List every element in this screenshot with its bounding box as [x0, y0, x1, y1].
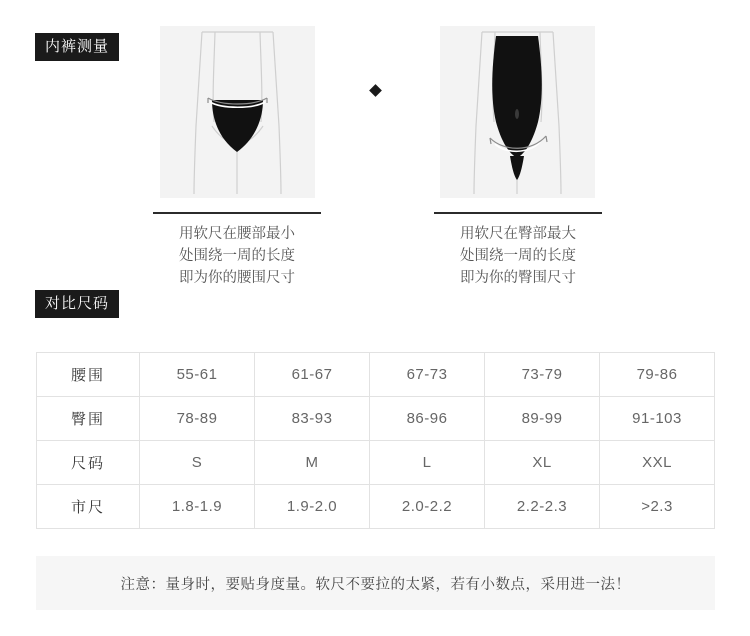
caption-line: 处围绕一周的长度: [460, 248, 576, 264]
row-header: 尺码: [37, 441, 140, 485]
table-row: [37, 397, 715, 441]
table-cell: 83-93: [255, 397, 370, 441]
measurement-note: 注意：量身时，要贴身度量。软尺不要拉的太紧，若有小数点，采用进一法！: [36, 556, 715, 610]
table-cell: 86-96: [370, 397, 485, 441]
table-cell: 79-86: [600, 353, 715, 397]
table-cell: 55-61: [140, 353, 255, 397]
table-row: [37, 353, 715, 397]
waist-measure-caption: [152, 212, 322, 292]
caption-line: 用软尺在腰部最小: [179, 226, 295, 242]
section-tag-underwear-measure: 内裤测量: [35, 33, 119, 61]
table-cell: 1.9-2.0: [255, 485, 370, 529]
table-cell: >2.3: [600, 485, 715, 529]
table-cell: M: [255, 441, 370, 485]
hip-measure-illustration: [440, 26, 595, 198]
caption-line: 用软尺在臀部最大: [460, 226, 576, 242]
size-table: [36, 352, 715, 529]
table-cell: 78-89: [140, 397, 255, 441]
table-cell: 91-103: [600, 397, 715, 441]
table-cell: 2.2-2.3: [485, 485, 600, 529]
table-cell: 61-67: [255, 353, 370, 397]
table-cell: 73-79: [485, 353, 600, 397]
table-cell: L: [370, 441, 485, 485]
caption-line: 即为你的腰围尺寸: [179, 270, 295, 286]
illustration-row: [160, 26, 595, 206]
row-header: 市尺: [37, 485, 140, 529]
table-cell: XL: [485, 441, 600, 485]
caption-rule: [434, 212, 602, 214]
caption-rule: [153, 212, 321, 214]
table-row: [37, 485, 715, 529]
table-cell: 89-99: [485, 397, 600, 441]
table-cell: S: [140, 441, 255, 485]
caption-line: 处围绕一周的长度: [179, 248, 295, 264]
caption-row: [160, 212, 595, 292]
row-header: 腰围: [37, 353, 140, 397]
table-cell: 2.0-2.2: [370, 485, 485, 529]
table-cell: XXL: [600, 441, 715, 485]
section-tag-size-compare: 对比尺码: [35, 290, 119, 318]
table-cell: 67-73: [370, 353, 485, 397]
size-table-wrapper: [36, 352, 715, 529]
table-cell: 1.8-1.9: [140, 485, 255, 529]
row-header: 臀围: [37, 397, 140, 441]
caption-line: 即为你的臀围尺寸: [460, 270, 576, 286]
table-row: [37, 441, 715, 485]
hip-measure-caption: [433, 212, 603, 292]
waist-measure-illustration: [160, 26, 315, 198]
